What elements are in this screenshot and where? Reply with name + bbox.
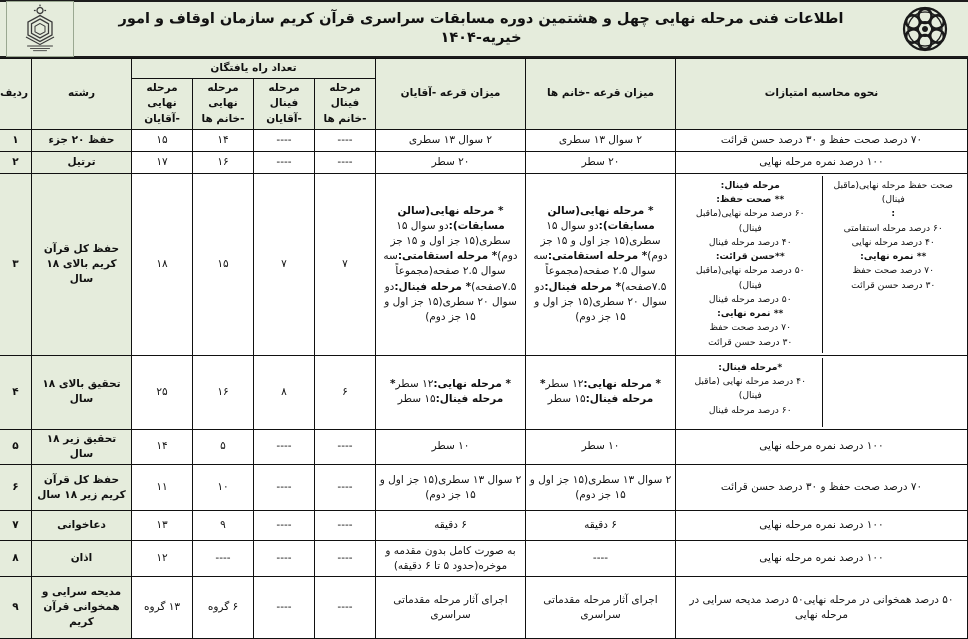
cell-lot-men: * مرحله نهایی(سالن مسابقات):دو سوال ۱۵ سطری(۱۵ جز اول و ۱۵ جز دوم)* مرحله استقامتی:سه سوال ۲.۵ صفحه(مجموعاً ۷.۵صفحه)* مرحله فینال:دو سوال ۲۰ سطری(۱۵ جز اول و ۱۵ جز دوم) <box>376 173 526 355</box>
cell-finale-men: ---- <box>254 151 315 173</box>
cell-final-men: ۱۳ <box>132 511 193 541</box>
cell-discipline: تحقیق زیر ۱۸ سال <box>32 429 132 464</box>
cell-finale-men: ---- <box>254 511 315 541</box>
cell-final-men: ۱۱ <box>132 465 193 511</box>
table-row <box>0 151 968 173</box>
scoring-pane-final-stage: صحت حفظ مرحله نهایی(ماقبل فینال) : ۶۰ درصد مرحله استقامتی ۴۰ درصد مرحله نهایی ** نمره نهایی: ۷۰ درصد صحت حفظ ۳۰ درصد حسن قرائت <box>822 176 965 353</box>
cell-final-women: ۶ گروه <box>193 577 254 639</box>
scoring-pane-finale-stage: *مرحله فینال: ۴۰ درصد مرحله نهایی (ماقبل فینال) ۶۰ درصد مرحله فینال <box>694 361 807 416</box>
cell-row-number: ۹ <box>0 577 32 639</box>
cell-final-women: ۹ <box>193 511 254 541</box>
cell-row-number: ۱ <box>0 129 32 151</box>
table-row <box>0 541 968 577</box>
table-row <box>0 465 968 511</box>
cell-final-women: ۱۵ <box>193 173 254 355</box>
cell-discipline: ترتیل <box>32 151 132 173</box>
cell-final-men: ۱۸ <box>132 173 193 355</box>
cell-lot-men: ۲ سوال ۱۳ سطری <box>376 129 526 151</box>
cell-finale-men: ۸ <box>254 355 315 429</box>
table-row <box>0 355 968 429</box>
cell-row-number: ۵ <box>0 429 32 464</box>
cell-lot-women: ۲ سوال ۱۳ سطری(۱۵ جز اول و ۱۵ جز دوم) <box>526 465 676 511</box>
awqaf-organization-emblem <box>6 1 74 57</box>
cell-finale-women: ---- <box>315 465 376 511</box>
cell-final-women: ۵ <box>193 429 254 464</box>
cell-lot-women: * مرحله نهایی:۱۲ سطر* مرحله فینال:۱۵ سطر <box>526 355 676 429</box>
cell-discipline: اذان <box>32 541 132 577</box>
cell-finale-women: ---- <box>315 577 376 639</box>
cell-final-women: ---- <box>193 541 254 577</box>
cell-scoring-method: ۱۰۰ درصد نمره مرحله نهایی <box>676 151 968 173</box>
cell-finale-men: ---- <box>254 577 315 639</box>
cell-lot-men: ۲ سوال ۱۳ سطری(۱۵ جز اول و ۱۵ جز دوم) <box>376 465 526 511</box>
col-header-scoring-method: نحوه محاسبه امتیازات <box>676 59 968 130</box>
cell-scoring-method <box>676 355 968 429</box>
cell-scoring-method: ۱۰۰ درصد نمره مرحله نهایی <box>676 429 968 464</box>
page-banner <box>0 0 968 58</box>
cell-lot-women: ۲ سوال ۱۳ سطری <box>526 129 676 151</box>
cell-finale-women: ۶ <box>315 355 376 429</box>
cell-finale-women: ---- <box>315 429 376 464</box>
col-header-lot-men: میزان قرعه -آقایان <box>376 59 526 130</box>
table-body <box>0 129 968 638</box>
cell-finale-women: ۷ <box>315 173 376 355</box>
cell-finale-men: ---- <box>254 465 315 511</box>
cell-final-women: ۱۴ <box>193 129 254 151</box>
cell-row-number: ۳ <box>0 173 32 355</box>
cell-row-number: ۷ <box>0 511 32 541</box>
col-header-qualified-count: تعداد راه یافتگان <box>132 59 376 79</box>
cell-final-men: ۱۲ <box>132 541 193 577</box>
cell-final-men: ۱۳ گروه <box>132 577 193 639</box>
cell-lot-men: ۲۰ سطر <box>376 151 526 173</box>
cell-lot-men: اجرای آثار مرحله مقدماتی سراسری <box>376 577 526 639</box>
col-header-final-men: مرحله نهایی -آقایان <box>132 79 193 130</box>
col-header-discipline: رشته <box>32 59 132 130</box>
scoring-pane-finale-stage: مرحله فینال: ** صحت حفظ: ۶۰ درصد مرحله نهایی(ماقبل فینال) ۴۰ درصد مرحله فینال **حسن قرائت: ۵۰ درصد مرحله نهایی(ماقبل فینال) ۵۰ درصد مرحله فینال ** نمره نهایی: ۷۰ درصد صحت حفظ ۳۰ درصد حسن قرائت <box>695 179 805 348</box>
cell-final-men: ۲۵ <box>132 355 193 429</box>
cell-finale-men: ---- <box>254 541 315 577</box>
cell-scoring-method: ۷۰ درصد صحت حفظ و ۳۰ درصد حسن قرائت <box>676 129 968 151</box>
cell-finale-women: ---- <box>315 151 376 173</box>
cell-discipline: حفظ کل قرآن کریم زیر ۱۸ سال <box>32 465 132 511</box>
cell-lot-women: * مرحله نهایی(سالن مسابقات):دو سوال ۱۵ سطری(۱۵ جز اول و ۱۵ جز دوم)* مرحله استقامتی:سه سوال ۲.۵ صفحه(مجموعاً ۷.۵صفحه)* مرحله فینال:دو سوال ۲۰ سطری(۱۵ جز اول و ۱۵ جز دوم) <box>526 173 676 355</box>
cell-final-women: ۱۶ <box>193 151 254 173</box>
rosette-ornament-logo <box>888 3 962 55</box>
cell-discipline: حفظ کل قرآن کریم بالای ۱۸ سال <box>32 173 132 355</box>
col-header-finale-women: مرحله فینال -خانم ها <box>315 79 376 130</box>
cell-row-number: ۸ <box>0 541 32 577</box>
cell-finale-men: ---- <box>254 129 315 151</box>
cell-final-men: ۱۴ <box>132 429 193 464</box>
col-header-finale-men: مرحله فینال -آقایان <box>254 79 315 130</box>
cell-lot-women: ---- <box>526 541 676 577</box>
cell-lot-women: ۲۰ سطر <box>526 151 676 173</box>
col-header-final-women: مرحله نهایی -خانم ها <box>193 79 254 130</box>
col-header-lot-women: میزان قرعه -خانم ها <box>526 59 676 130</box>
table-row <box>0 173 968 355</box>
cell-finale-men: ---- <box>254 429 315 464</box>
table-row <box>0 129 968 151</box>
cell-scoring-method <box>676 173 968 355</box>
cell-finale-women: ---- <box>315 129 376 151</box>
cell-lot-women: اجرای آثار مرحله مقدماتی سراسری <box>526 577 676 639</box>
cell-discipline: تحقیق بالای ۱۸ سال <box>32 355 132 429</box>
cell-final-women: ۱۶ <box>193 355 254 429</box>
cell-lot-women: ۱۰ سطر <box>526 429 676 464</box>
cell-final-women: ۱۰ <box>193 465 254 511</box>
cell-row-number: ۶ <box>0 465 32 511</box>
cell-discipline: حفظ ۲۰ جزء <box>32 129 132 151</box>
table-header <box>0 59 968 130</box>
table-row <box>0 511 968 541</box>
cell-scoring-method: ۱۰۰ درصد نمره مرحله نهایی <box>676 511 968 541</box>
cell-row-number: ۴ <box>0 355 32 429</box>
table-row <box>0 429 968 464</box>
cell-finale-women: ---- <box>315 511 376 541</box>
col-header-row-number: ردیف <box>0 59 32 130</box>
cell-lot-women: ۶ دقیقه <box>526 511 676 541</box>
cell-discipline: دعاخوانی <box>32 511 132 541</box>
competition-info-table <box>0 58 968 639</box>
cell-discipline: مدیحه سرایی و همخوانی قرآن کریم <box>32 577 132 639</box>
cell-final-men: ۱۵ <box>132 129 193 151</box>
cell-lot-men: ۶ دقیقه <box>376 511 526 541</box>
cell-finale-women: ---- <box>315 541 376 577</box>
header-row-top <box>0 59 968 79</box>
scoring-pane-empty <box>822 358 965 427</box>
cell-final-men: ۱۷ <box>132 151 193 173</box>
cell-scoring-method: ۵۰ درصد همخوانی در مرحله نهایی۵۰ درصد مدیحه سرایی در مرحله نهایی <box>676 577 968 639</box>
cell-finale-men: ۷ <box>254 173 315 355</box>
cell-scoring-method: ۱۰۰ درصد نمره مرحله نهایی <box>676 541 968 577</box>
cell-lot-men: ۱۰ سطر <box>376 429 526 464</box>
page-title: اطلاعات فنی مرحله نهایی چهل و هشتمین دوره مسابقات سراسری قرآن کریم سازمان اوقاف و امور خیریه-۱۴۰۴ <box>118 11 844 46</box>
table-row <box>0 577 968 639</box>
cell-scoring-method: ۷۰ درصد صحت حفظ و ۳۰ درصد حسن قرائت <box>676 465 968 511</box>
cell-row-number: ۲ <box>0 151 32 173</box>
cell-lot-men: * مرحله نهایی:۱۲ سطر* مرحله فینال:۱۵ سطر <box>376 355 526 429</box>
cell-lot-men: به صورت کامل بدون مقدمه و موخره(حدود ۵ تا ۶ دقیقه) <box>376 541 526 577</box>
